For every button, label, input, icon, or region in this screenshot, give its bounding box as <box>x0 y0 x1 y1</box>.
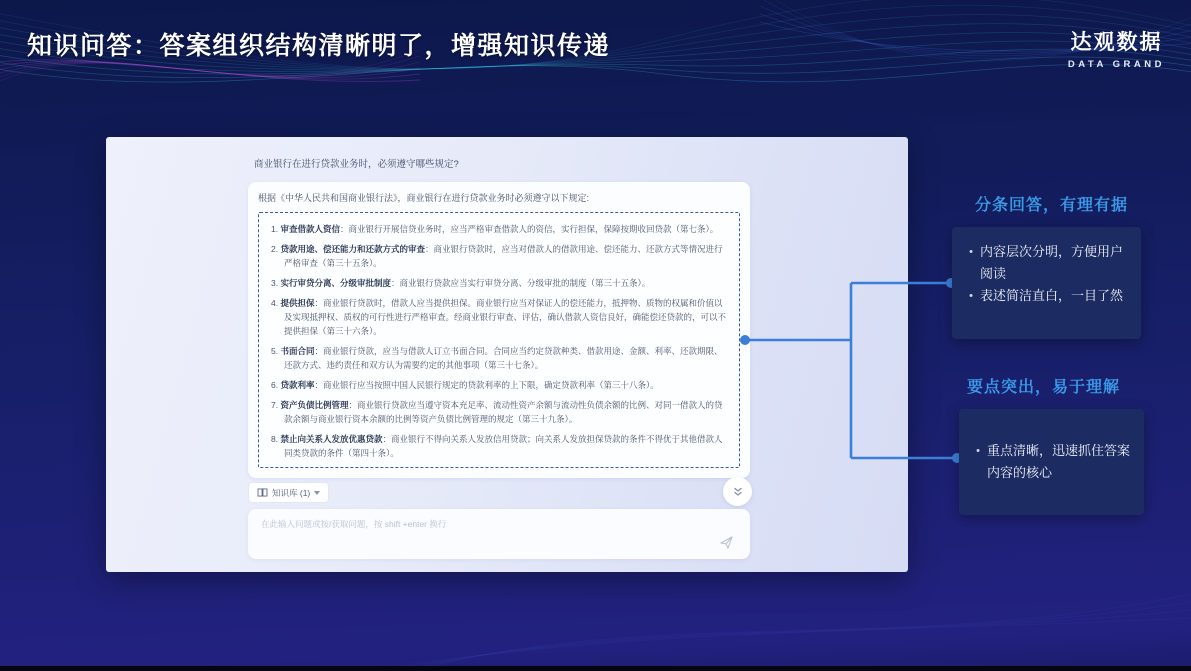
item-text: ：商业银行开展信贷业务时，应当严格审查借款人的资信，实行担保，保障按期收回贷款（第七条）。 <box>339 224 719 234</box>
item-number: 4. <box>271 298 279 308</box>
annotation-bullet-list <box>969 440 1132 484</box>
annotation-heading-1: 分条回答，有理有据 <box>975 197 1129 214</box>
item-term: 贷款利率 <box>280 380 315 390</box>
annotation-bullet <box>969 440 1132 484</box>
item-number: 8. <box>271 434 279 444</box>
user-question: 商业银行在进行贷款业务时，必须遵守哪些规定? <box>254 159 459 170</box>
item-text: ：商业银行贷款，应当与借款人订立书面合同。合同应当约定贷款种类、借款用途、金额、利率、还款期限、还款方式、违约责任和双方认为需要约定的其他事项（第三十七条）。 <box>284 346 723 370</box>
annotation-bullet-list <box>962 241 1129 307</box>
answer-card <box>248 182 750 478</box>
bullet-dot: • <box>969 290 973 302</box>
annotation-box-1 <box>952 227 1141 339</box>
bullet-dot: • <box>969 246 973 258</box>
knowledge-base-label: 知识库 (1) <box>272 487 311 498</box>
book-icon <box>257 488 268 497</box>
double-chevron-down-icon <box>732 486 744 498</box>
item-number: 7. <box>271 400 279 410</box>
item-term: 审查借款人资信 <box>280 224 340 234</box>
bullet-dot: • <box>976 445 980 457</box>
bullet-text: 表述简洁直白，一目了然 <box>980 288 1124 303</box>
collapse-button[interactable] <box>723 477 752 506</box>
item-number: 3. <box>271 278 279 288</box>
knowledge-base-button[interactable] <box>248 482 329 503</box>
item-number: 5. <box>271 346 279 356</box>
answer-list-item <box>271 432 727 460</box>
annotation-bullet <box>962 285 1129 307</box>
datagrand-logo <box>1068 26 1165 70</box>
item-text: ：商业银行贷款应当实行审贷分离、分级审批的制度（第三十五条）。 <box>390 278 651 288</box>
item-text: ：商业银行贷款应当遵守资本充足率、流动性资产余额与流动性负债余额的比例、对同一借款人的贷款余额与商业银行资本余额的比例等资产负债比例管理的规定（第三十九条）。 <box>284 400 723 424</box>
answer-list-item <box>271 296 727 338</box>
item-term: 书面合同 <box>280 346 315 356</box>
item-term: 禁止向关系人发放优惠贷款 <box>280 434 383 444</box>
bottom-edge <box>0 666 1191 671</box>
item-term: 实行审贷分离、分级审批制度 <box>280 278 391 288</box>
answer-list-item <box>271 222 727 236</box>
answer-list-item <box>271 398 727 426</box>
logo-en-text: DATA GRAND <box>1067 59 1165 70</box>
item-number: 1. <box>271 224 279 234</box>
answer-list-box <box>258 212 740 468</box>
caret-down-icon <box>314 491 320 495</box>
logo-cn-text: 达观数据 <box>1070 31 1163 54</box>
chat-input-box <box>248 509 750 559</box>
item-text: ：商业银行不得向关系人发放信用贷款；向关系人发放担保贷款的条件不得优于其他借款人同类贷款的条件（第四十条）。 <box>284 434 723 458</box>
chat-panel <box>106 137 908 572</box>
item-text: ：商业银行应当按照中国人民银行规定的贷款利率的上下限，确定贷款利率（第三十八条）。 <box>314 380 659 390</box>
chat-input[interactable] <box>248 509 750 559</box>
bullet-text: 重点清晰，迅速抓住答案内容的核心 <box>987 443 1131 480</box>
answer-intro: 根据《中华人民共和国商业银行法》，商业银行在进行贷款业务时必须遵守以下规定: <box>258 193 590 203</box>
item-term: 提供担保 <box>280 298 315 308</box>
item-text: ：商业银行贷款时，借款人应当提供担保。商业银行应当对保证人的偿还能力，抵押物、质物的权属和价值以及实现抵押权、质权的可行性进行严格审查。经商业银行审查、评估，确认借款人资信良好，确能偿还贷款的，可以不提供担保（第三十六条）。 <box>284 298 727 336</box>
item-number: 2. <box>271 244 279 254</box>
annotation-bullet <box>962 241 1129 285</box>
send-icon[interactable] <box>719 535 734 550</box>
answer-list-item <box>271 242 727 270</box>
answer-list-item <box>271 344 727 372</box>
item-term: 贷款用途、偿还能力和还款方式的审查 <box>280 244 425 254</box>
annotation-heading-2: 要点突出，易于理解 <box>967 379 1121 396</box>
item-text: ：商业银行贷款时，应当对借款人的借款用途、偿还能力、还款方式等情况进行严格审查（第三十五条）。 <box>284 244 723 268</box>
bullet-text: 内容层次分明，方便用户阅读 <box>980 244 1124 281</box>
page-title: 知识问答：答案组织结构清晰明了，增强知识传递 <box>27 32 611 60</box>
answer-list-item <box>271 276 727 290</box>
annotation-box-2 <box>959 409 1144 515</box>
answer-list-item <box>271 378 727 392</box>
item-number: 6. <box>271 380 279 390</box>
item-term: 资产负债比例管理 <box>280 400 349 410</box>
